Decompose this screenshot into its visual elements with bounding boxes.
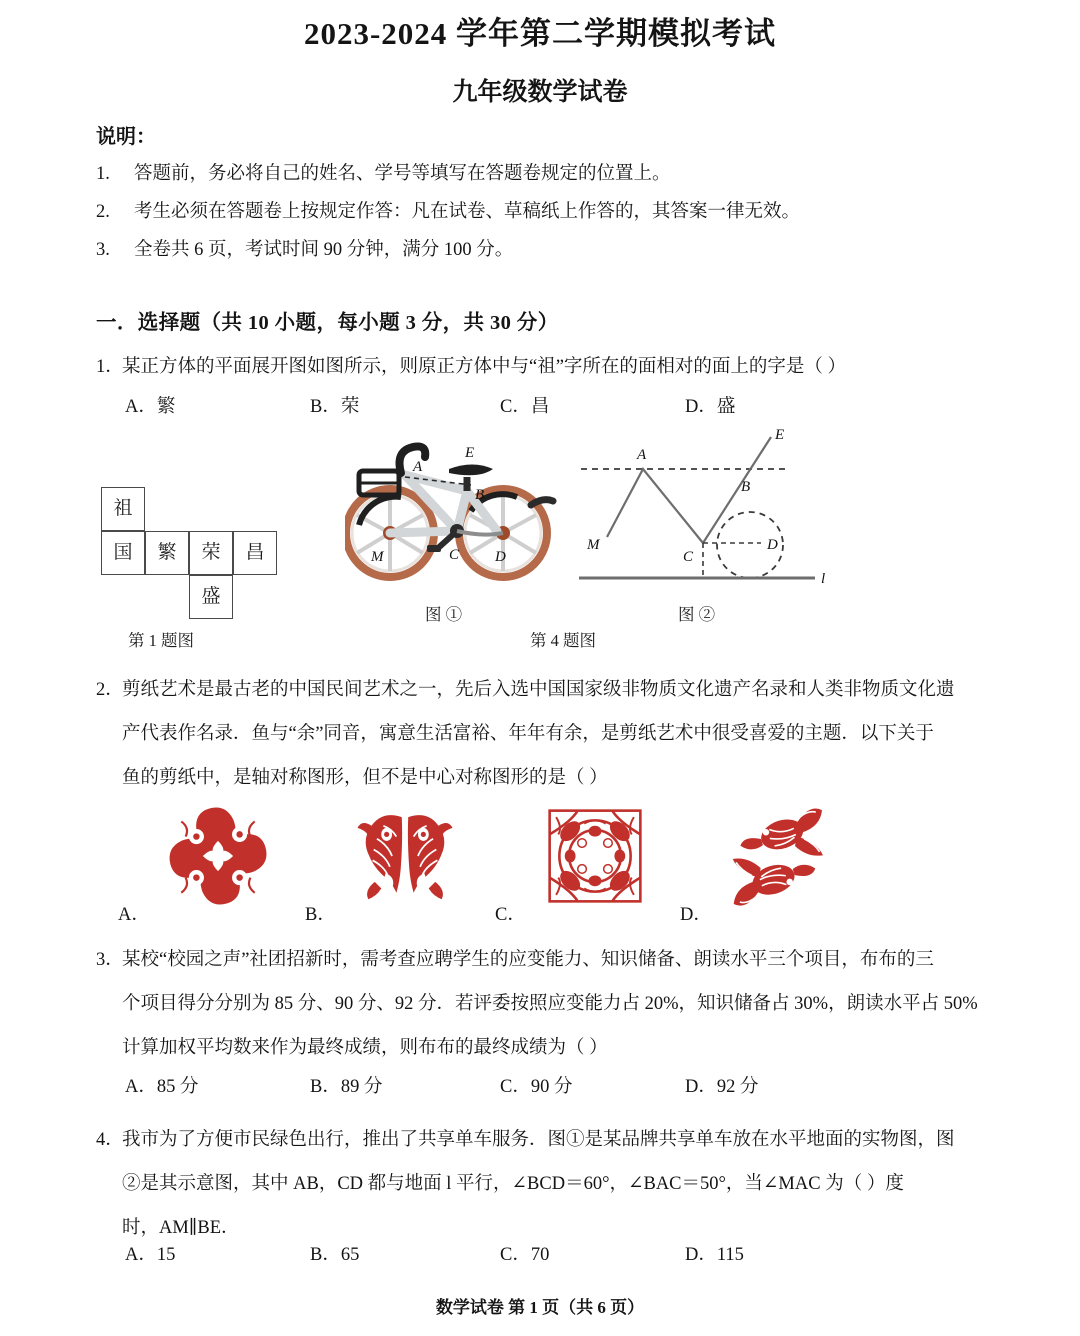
notice-title: 说明： [96,126,156,148]
question-3-line: 计算加权平均数来作为最终成绩，则布布的最终成绩为（ ） [122,1038,608,1058]
option-d[interactable]: D．盛 [685,397,736,417]
bike-label-e: E [465,445,475,461]
diagram-label-e: E [775,427,785,443]
option-c-label: C． [495,905,526,925]
option-a[interactable]: A．繁 [125,397,176,417]
cube-cell: 繁 [145,531,189,575]
question-3-line [96,938,1002,982]
question-2-line: 产代表作名录．鱼与“余”同音，寓意生活富裕、年年有余，是剪纸艺术中很受喜爱的主题．以下关于 [122,724,934,744]
option-a-label: A． [118,905,150,925]
bike-label-m: M [371,549,384,565]
question-1-options [96,392,1002,424]
question-2-number: 2． [96,680,124,700]
question-1-line [96,345,1002,389]
section-header-choice: 一．选择题（共 10 小题，每小题 3 分，共 30 分） [96,312,559,334]
polyline-m-a-c [607,469,703,543]
question-1-number: 1． [96,357,124,377]
cube-cell: 昌 [233,531,277,575]
question-4-options [96,1240,1002,1272]
diagram-label-l: l [821,571,826,587]
notice-item-text: 全卷共 6 页，考试时间 90 分钟，满分 100 分。 [134,240,514,260]
question-1-text: 某正方体的平面展开图如图所示，则原正方体中与“祖”字所在的面相对的面上的字是（ ） [122,357,847,377]
question-4 [96,1118,1002,1250]
diagram-label-m: M [587,537,600,553]
notice-item [96,231,996,269]
bike-label-b: B [475,487,485,503]
question-1 [96,345,1002,389]
figure-subcaption-2: 图 ② [678,605,716,624]
notice-item [96,155,996,193]
notice-list [96,155,996,269]
question-4-line: ②是其示意图，其中 AB，CD 都与地面 l 平行，∠BCD＝60°，∠BAC＝50°，当∠MAC 为（ ）度 [122,1174,904,1194]
question-2 [96,668,1002,800]
question-2-text: 剪纸艺术是最古老的中国民间艺术之一，先后入选中国国家级非物质文化遗产名录和人类非物质文化遗 [122,680,955,700]
papercut-option-b[interactable] [305,800,520,925]
cube-cell: 盛 [189,575,233,619]
papercut-option-a[interactable] [118,800,333,925]
papercut-twin-carp-mirror-icon [345,802,465,910]
figure-caption-q1: 第 1 题图 [128,631,194,650]
option-d-label: D． [680,905,712,925]
figure-area-q1-q4 [0,425,1080,655]
page-title: 2023-2024 学年第二学期模拟考试 [303,16,777,51]
question-2-option-images [0,800,1080,925]
option-c[interactable]: C．90 分 [500,1077,573,1097]
bike-label-d: D [495,549,506,565]
question-4-line: 时，AM∥BE． [122,1218,240,1238]
question-2-line [96,668,1002,712]
cube-cell: 国 [101,531,145,575]
option-b[interactable]: B．65 [310,1245,360,1265]
question-4-number: 4． [96,1130,124,1150]
figure-caption-q4: 第 4 题图 [530,631,596,650]
notice-item-number: 3. [96,240,110,260]
diagram-label-b: B [741,479,751,495]
schematic-diagram-figure [575,425,835,595]
option-c[interactable]: C．70 [500,1245,550,1265]
option-c[interactable]: C．昌 [500,397,550,417]
notice-item [96,193,996,231]
option-b[interactable]: B．荣 [310,397,360,417]
question-3 [96,938,1002,1070]
question-4-text: 我市为了方便市民绿色出行，推出了共享单车服务．图①是某品牌共享单车放在水平地面的实物图，图 [122,1130,955,1150]
page-footer: 数学试卷 第 1 页（共 6 页） [435,1298,645,1317]
option-a[interactable]: A．85 分 [125,1077,199,1097]
papercut-option-c[interactable] [495,800,710,925]
papercut-square-lattice-fish-icon [535,802,655,910]
schematic-svg [575,425,835,595]
option-d[interactable]: D．92 分 [685,1077,759,1097]
cube-cell: 祖 [101,487,145,531]
notice-item-number: 2. [96,202,110,222]
question-3-options [96,1072,1002,1104]
question-2-line: 鱼的剪纸中，是轴对称图形，但不是中心对称图形的是（ ） [122,768,608,788]
figure-subcaption-1: 图 ① [425,605,463,624]
papercut-two-goldfish-rotational-icon [720,802,840,910]
option-d[interactable]: D．115 [685,1245,744,1265]
question-4-line [96,1118,1002,1162]
cube-cell: 荣 [189,531,233,575]
option-b[interactable]: B．89 分 [310,1077,383,1097]
bicycle-photo-figure [345,433,575,593]
option-a[interactable]: A．15 [125,1245,176,1265]
question-3-text: 某校“校园之声”社团招新时，需考查应聘学生的应变能力、知识储备、朗读水平三个项目，布布的三 [122,950,934,970]
papercut-four-fish-round-icon [158,802,278,910]
bike-label-c: C [449,547,460,563]
bike-label-a: A [413,459,423,475]
notice-item-text: 考生必须在答题卷上按规定作答：凡在试卷、草稿纸上作答的，其答案一律无效。 [134,202,801,222]
option-b-label: B． [305,905,336,925]
question-3-line: 个项目得分分别为 85 分、90 分、92 分．若评委按照应变能力占 20%，知识储备占 30%，朗读水平占 50% [122,994,978,1014]
line-c-e [703,437,771,543]
bicycle-svg [345,433,575,593]
question-3-number: 3． [96,950,124,970]
papercut-option-d[interactable] [680,800,895,925]
notice-item-number: 1. [96,164,110,184]
diagram-label-a: A [637,447,647,463]
notice-item-text: 答题前，务必将自己的姓名、学号等填写在答题卷规定的位置上。 [134,164,671,184]
page-subtitle: 九年级数学试卷 [452,79,628,106]
diagram-label-d: D [767,537,778,553]
diagram-label-c: C [683,549,694,565]
